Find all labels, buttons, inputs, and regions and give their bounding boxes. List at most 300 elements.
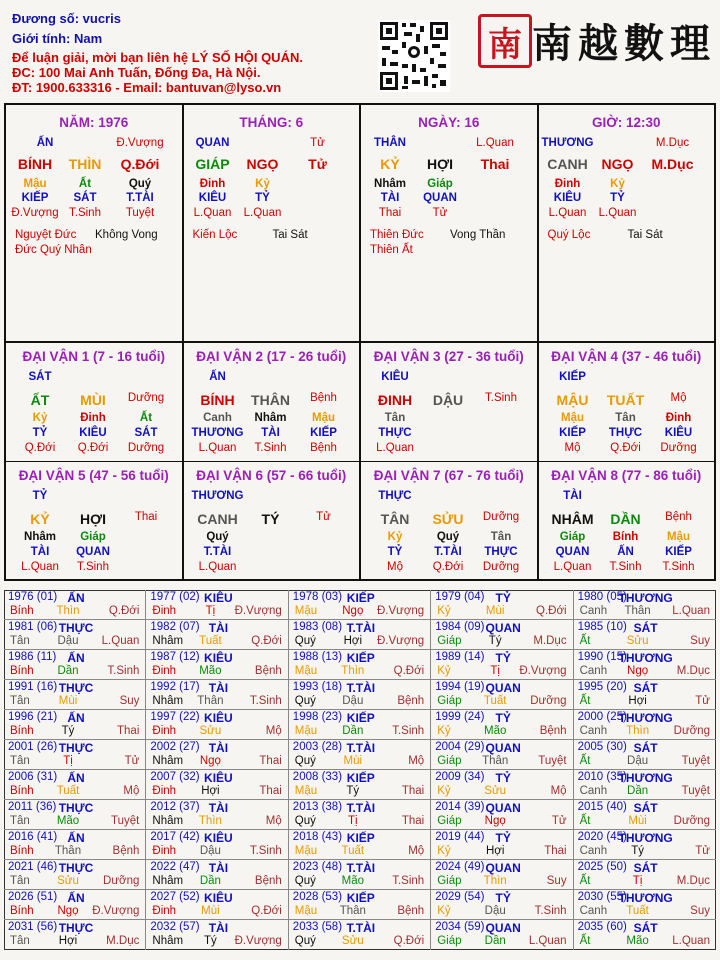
year-label: 2002 (27) <box>150 741 200 753</box>
year-stem: Ất <box>579 695 591 707</box>
hidden-state: Mộ <box>564 442 581 454</box>
year-label: 2005 (30) <box>577 741 627 753</box>
year-state: Đ.Vượng <box>234 605 282 617</box>
address-line: ĐC: 100 Mai Anh Tuấn, Đống Đa, Hà Nội. <box>12 65 261 80</box>
year-state: Dưỡng <box>103 875 140 887</box>
year-stem: Giáp <box>437 875 462 887</box>
year-label: 1982 (07) <box>150 621 200 633</box>
dai-van-god: TỶ <box>32 490 48 502</box>
pillar-title: NGÀY: 16 <box>418 115 480 130</box>
year-label: 1986 (11) <box>8 651 57 663</box>
year-label: 1995 (20) <box>577 681 627 693</box>
year-label: 1980 (05) <box>577 591 627 603</box>
dai-van-title: ĐẠI VẬN 2 (17 - 26 tuổi) <box>196 349 347 364</box>
hidden-god: KIÊU <box>664 427 693 439</box>
year-stem: Quý <box>294 755 316 767</box>
year-label: 2019 (44) <box>435 831 485 843</box>
dai-van-god: THỰC <box>378 490 412 502</box>
year-state: Tuyệt <box>111 815 140 827</box>
year-stem: Canh <box>579 845 608 857</box>
year-state: Mộ <box>550 785 567 797</box>
year-stem: Tân <box>10 695 30 707</box>
year-state: L.Quan <box>672 605 710 617</box>
year-branch: Sửu <box>57 875 79 887</box>
year-branch: Ngọ <box>627 665 649 677</box>
hidden-stem: Kỷ <box>32 412 48 424</box>
year-cell <box>574 590 716 620</box>
year-branch: Ngọ <box>484 815 506 827</box>
year-branch: Hợi <box>201 785 220 797</box>
dai-van-god: ẤN <box>209 371 226 383</box>
pillar-god: QUAN <box>195 137 230 149</box>
year-label: 1996 (21) <box>8 711 58 723</box>
year-cell <box>4 770 146 800</box>
year-god: QUAN <box>485 741 521 755</box>
year-stem: Tân <box>10 815 30 827</box>
year-label: 1985 (10) <box>577 621 627 633</box>
year-stem: Kỷ <box>437 845 451 857</box>
year-cell <box>431 650 573 680</box>
year-label: 2012 (37) <box>150 801 200 813</box>
pillar-stem-branch: M.Dục <box>651 156 694 172</box>
hidden-stem: Kỷ <box>255 178 270 190</box>
year-stem: Tân <box>10 755 30 767</box>
pillar-title: NĂM: 1976 <box>59 115 129 130</box>
year-cell <box>289 920 431 950</box>
hidden-state: L.Quan <box>548 207 587 219</box>
year-cell <box>146 710 288 740</box>
year-state: Mộ <box>408 755 425 767</box>
year-stem: Quý <box>294 815 316 827</box>
year-label: 1998 (23) <box>292 711 343 723</box>
hidden-state: L.Quan <box>198 442 237 454</box>
dai-van-title: ĐẠI VẬN 7 (67 - 76 tuổi) <box>373 468 524 483</box>
year-label: 1979 (04) <box>435 591 485 603</box>
year-label: 2000 (25) <box>577 711 627 723</box>
year-cell <box>4 890 146 920</box>
owner-name: Đương số: vucris <box>12 11 121 26</box>
hidden-state: Q.Đới <box>610 442 641 454</box>
year-branch: Thìn <box>341 665 365 677</box>
hidden-god: THỰC <box>484 546 518 558</box>
year-cell <box>574 890 716 920</box>
year-label: 1977 (02) <box>150 591 200 603</box>
hidden-god: TÀI <box>261 427 280 439</box>
year-stem: Canh <box>579 725 608 737</box>
hidden-stem: Ất <box>78 178 92 190</box>
year-label: 2017 (42) <box>150 831 200 843</box>
hidden-god: T.TÀI <box>434 546 462 558</box>
year-cell <box>146 890 288 920</box>
year-god: QUAN <box>485 861 521 875</box>
dai-van-state: T.Sinh <box>485 392 517 404</box>
year-branch: Mão <box>484 725 507 737</box>
year-god: KIÊU <box>204 771 233 785</box>
year-state: Đ.Vượng <box>519 665 567 677</box>
year-cell <box>4 680 146 710</box>
year-branch: Ngọ <box>199 755 221 767</box>
year-label: 1999 (24) <box>435 711 485 723</box>
year-god: T.TÀI <box>346 741 376 755</box>
year-god: KIÊU <box>204 591 233 605</box>
year-god: THỰC <box>58 861 94 875</box>
dai-van-god: KIẾP <box>559 371 586 383</box>
year-god: THỰC <box>58 921 94 935</box>
dai-van-branch: TUẤT <box>606 392 645 408</box>
hidden-state: Dưỡng <box>660 442 697 454</box>
hidden-god: T.TÀI <box>126 192 154 204</box>
year-cell <box>146 620 288 650</box>
year-cell <box>4 740 146 770</box>
year-state: L.Quan <box>101 635 140 647</box>
year-god: TỶ <box>495 711 511 725</box>
special-star: Vong Thần <box>450 229 506 241</box>
hidden-stem: Đinh <box>554 178 581 190</box>
year-label: 1989 (14) <box>435 651 485 663</box>
year-state: Dưỡng <box>530 695 567 707</box>
year-state: M.Dục <box>533 635 567 647</box>
year-stem: Mậu <box>294 665 318 677</box>
year-state: T.Sinh <box>392 725 425 737</box>
phone-email-line: ĐT: 1900.633316 - Email: bantuvan@lyso.vn <box>12 80 282 95</box>
year-stem: Ất <box>579 875 591 887</box>
year-god: T.TÀI <box>346 621 376 635</box>
hidden-state: T.Sinh <box>77 561 109 573</box>
qr-code-icon <box>378 20 450 92</box>
year-state: T.Sinh <box>249 845 282 857</box>
year-state: Tử <box>551 815 567 827</box>
year-cell <box>289 830 431 860</box>
hidden-god: KIÊU <box>553 192 582 204</box>
year-branch: Tuất <box>626 905 649 917</box>
year-state: Suy <box>546 875 567 887</box>
dai-van-god: KIÊU <box>381 371 409 383</box>
year-state: T.Sinh <box>249 695 282 707</box>
hidden-stem: Đinh <box>665 412 692 424</box>
dai-van-branch: MÙI <box>80 392 106 408</box>
year-cell <box>289 890 431 920</box>
year-stem: Giáp <box>437 935 462 947</box>
hidden-god: SÁT <box>134 427 158 439</box>
special-star: Đức Quý Nhân <box>15 244 92 256</box>
year-cell <box>4 860 146 890</box>
hidden-god: KIẾP <box>310 427 337 439</box>
year-state: L.Quan <box>672 935 710 947</box>
hidden-stem: Tân <box>490 531 512 543</box>
year-branch: Tuất <box>341 845 365 857</box>
year-state: Bệnh <box>254 665 282 677</box>
year-god: TỶ <box>495 651 511 665</box>
hidden-state: Bệnh <box>310 442 337 454</box>
hidden-state: L.Quan <box>243 207 282 219</box>
year-cell <box>289 860 431 890</box>
year-label: 2013 (38) <box>292 801 343 813</box>
year-cell <box>574 920 716 950</box>
year-god: ẤN <box>67 591 85 605</box>
year-state: Bệnh <box>254 875 282 887</box>
hidden-stem: Bính <box>612 531 639 543</box>
year-branch: Sửu <box>626 635 649 647</box>
year-label: 2030 (55) <box>577 891 627 903</box>
year-stem: Nhâm <box>152 815 184 827</box>
hidden-god: THỰC <box>608 427 643 439</box>
year-god: THƯƠNG <box>618 711 673 725</box>
year-state: Tử <box>124 755 140 767</box>
year-stem: Quý <box>294 695 316 707</box>
hidden-stem: Nhâm <box>254 412 287 424</box>
year-cell <box>431 890 573 920</box>
year-cell <box>574 620 716 650</box>
year-cell <box>4 830 146 860</box>
hidden-god: QUAN <box>76 546 110 558</box>
dai-van-stem: ẤT <box>30 392 50 408</box>
dai-van-god: THƯƠNG <box>191 490 244 502</box>
year-label: 2027 (52) <box>150 891 200 903</box>
year-god: KIẾP <box>346 651 375 665</box>
hidden-state: T.Sinh <box>254 442 287 454</box>
year-branch: Mão <box>199 665 222 677</box>
hidden-state: L.Quan <box>598 207 637 219</box>
hidden-state: Dưỡng <box>127 442 165 454</box>
year-branch: Hợi <box>628 695 647 707</box>
year-cell <box>289 680 431 710</box>
hidden-god: TÀI <box>380 192 400 204</box>
pillar-stem-branch: NGỌ <box>601 156 634 172</box>
dai-van-branch: HỢI <box>80 511 106 527</box>
pillar-stem-branch: NGỌ <box>246 156 279 172</box>
year-label: 2007 (32) <box>150 771 200 783</box>
year-god: KIẾP <box>346 831 375 845</box>
year-branch: Mùi <box>628 815 647 827</box>
hidden-stem: Mậu <box>561 412 584 424</box>
year-branch: Thân <box>482 755 509 767</box>
pillar-stem-branch: KỶ <box>380 156 400 172</box>
year-label: 2021 (46) <box>8 861 58 873</box>
hidden-god: KIẾP <box>665 546 692 558</box>
year-god: THƯƠNG <box>618 651 673 665</box>
year-branch: Dậu <box>57 635 79 647</box>
year-branch: Dần <box>484 935 506 947</box>
year-cell <box>4 800 146 830</box>
year-cell <box>146 740 288 770</box>
hidden-state: Tuyệt <box>125 207 155 219</box>
year-cell <box>574 800 716 830</box>
hidden-god: KIẾP <box>559 427 586 439</box>
dai-van-branch: SỬU <box>432 511 464 527</box>
year-branch: Tuất <box>199 635 222 647</box>
year-state: M.Dục <box>676 875 710 887</box>
header <box>0 0 720 100</box>
year-cell <box>146 830 288 860</box>
year-branch: Ngọ <box>57 905 79 917</box>
year-label: 2031 (56) <box>8 921 58 933</box>
hidden-god: THƯƠNG <box>191 427 244 439</box>
year-branch: Thân <box>54 845 82 857</box>
year-state: Bệnh <box>112 845 140 857</box>
year-label: 2015 (40) <box>577 801 627 813</box>
year-state: Đ.Vượng <box>234 935 282 947</box>
year-stem: Giáp <box>437 635 462 647</box>
year-label: 2033 (58) <box>292 921 343 933</box>
hidden-stem: Mậu <box>312 412 335 424</box>
year-god: KIẾP <box>346 591 375 605</box>
hidden-state: L.Quan <box>376 442 414 454</box>
hidden-state: L.Quan <box>198 561 237 573</box>
dai-van-stem: ĐINH <box>377 392 413 408</box>
year-label: 2018 (43) <box>292 831 343 843</box>
hidden-stem: Tân <box>384 412 406 424</box>
year-cell <box>4 920 146 950</box>
year-label: 2025 (50) <box>577 861 627 873</box>
year-branch: Hợi <box>485 845 505 857</box>
hidden-stem: Đinh <box>80 412 106 424</box>
dai-van-title: ĐẠI VẬN 3 (27 - 36 tuổi) <box>373 349 524 364</box>
year-god: ẤN <box>67 651 85 665</box>
hidden-stem: Quý <box>128 178 152 190</box>
pillar-god: THÂN <box>374 137 406 149</box>
year-branch: Thìn <box>626 725 650 737</box>
year-state: Q.Đới <box>108 605 140 617</box>
year-state: Q.Đới <box>251 635 282 647</box>
year-stem: Ất <box>579 935 591 947</box>
pillar-stem-branch: Tử <box>308 156 327 172</box>
year-state: M.Dục <box>676 665 710 677</box>
year-label: 1984 (09) <box>435 621 485 633</box>
year-stem: Nhâm <box>152 875 184 887</box>
year-branch: Dậu <box>627 755 649 767</box>
year-god: THỰC <box>58 681 94 695</box>
year-state: Đ.Vượng <box>92 905 140 917</box>
year-state: Thai <box>401 815 425 827</box>
year-label: 1983 (08) <box>292 621 343 633</box>
year-god: QUAN <box>485 921 521 935</box>
year-state: Mộ <box>265 815 282 827</box>
year-god: SÁT <box>633 801 658 815</box>
year-state: Dưỡng <box>673 815 710 827</box>
year-god: QUAN <box>485 621 521 635</box>
year-branch: Tý <box>631 845 644 857</box>
year-state: Tuyệt <box>681 785 710 797</box>
dai-van-stem: TÂN <box>380 511 410 527</box>
year-branch: Mùi <box>343 755 363 767</box>
year-state: Bệnh <box>397 695 425 707</box>
year-label: 2026 (51) <box>8 891 58 903</box>
year-god: THƯƠNG <box>618 771 673 785</box>
year-god: TỶ <box>495 771 511 785</box>
year-stem: Bính <box>10 665 34 677</box>
year-god: SÁT <box>633 741 658 755</box>
year-stem: Đinh <box>152 785 177 797</box>
year-god: THỰC <box>58 801 94 815</box>
year-cell <box>289 710 431 740</box>
year-branch: Tị <box>63 755 73 767</box>
pillar-stem-branch: HỢI <box>427 156 453 172</box>
year-god: ẤN <box>67 831 85 845</box>
year-branch: Tị <box>348 815 358 827</box>
year-stem: Kỷ <box>437 725 451 737</box>
year-god: KIẾP <box>346 891 375 905</box>
year-label: 2029 (54) <box>435 891 485 903</box>
year-stem: Mậu <box>294 605 318 617</box>
year-branch: Tý <box>346 785 360 797</box>
year-god: TÀI <box>208 741 229 755</box>
year-label: 1990 (15) <box>577 651 627 663</box>
year-cell <box>574 740 716 770</box>
year-cell <box>4 590 146 620</box>
pillar-god-state: M.Dục <box>655 137 690 149</box>
year-stem: Đinh <box>152 845 177 857</box>
dai-van-state: Bệnh <box>310 392 337 404</box>
year-state: Mộ <box>123 785 140 797</box>
year-branch: Thìn <box>483 875 507 887</box>
year-label: 2024 (49) <box>435 861 485 873</box>
hidden-state: Mộ <box>387 561 403 573</box>
special-star: Tai Sát <box>272 229 308 241</box>
year-stem: Ất <box>579 815 591 827</box>
year-stem: Tân <box>10 635 30 647</box>
year-state: Tử <box>695 845 710 857</box>
hidden-state: Thai <box>378 207 402 219</box>
year-god: ẤN <box>67 711 85 725</box>
year-label: 1976 (01) <box>8 591 58 603</box>
year-stem: Giáp <box>437 695 462 707</box>
year-stem: Giáp <box>437 815 462 827</box>
year-cell <box>431 920 573 950</box>
year-god: KIẾP <box>346 711 375 725</box>
year-label: 2035 (60) <box>577 921 627 933</box>
year-stem: Canh <box>579 785 608 797</box>
year-stem: Tân <box>10 935 30 947</box>
year-god: TỶ <box>495 831 511 845</box>
year-state: L.Quan <box>528 935 567 947</box>
year-stem: Nhâm <box>152 635 184 647</box>
dai-van-stem: KỶ <box>30 511 50 527</box>
year-label: 2034 (59) <box>435 921 485 933</box>
year-cell <box>146 650 288 680</box>
year-god: SÁT <box>633 921 658 935</box>
year-stem: Bính <box>10 905 34 917</box>
year-state: Thai <box>401 785 425 797</box>
year-label: 2016 (41) <box>8 831 58 843</box>
year-god: KIẾP <box>346 771 375 785</box>
dai-van-title: ĐẠI VẬN 5 (47 - 56 tuổi) <box>18 468 169 483</box>
dai-van-state: Bệnh <box>665 511 692 523</box>
hidden-state: Q.Đới <box>77 442 109 454</box>
year-branch: Mão <box>56 815 80 827</box>
year-label: 2014 (39) <box>435 801 485 813</box>
dai-van-title: ĐẠI VẬN 1 (7 - 16 tuổi) <box>22 349 166 364</box>
year-cell <box>574 860 716 890</box>
year-cell <box>574 650 716 680</box>
hidden-stem: Mậu <box>667 531 690 543</box>
year-stem: Tân <box>10 875 30 887</box>
year-cell <box>4 620 146 650</box>
year-stem: Nhâm <box>152 935 184 947</box>
dai-van-state: Tử <box>316 511 331 523</box>
year-stem: Bính <box>10 845 34 857</box>
year-branch: Dậu <box>484 905 506 917</box>
year-state: Tử <box>695 695 710 707</box>
hidden-stem: Nhâm <box>24 531 56 543</box>
year-god: T.TÀI <box>346 681 376 695</box>
hidden-state: Đ.Vượng <box>11 207 59 219</box>
year-cell <box>289 650 431 680</box>
year-god: TỶ <box>495 891 511 905</box>
year-stem: Quý <box>294 875 316 887</box>
year-cell <box>431 590 573 620</box>
year-state: Q.Đới <box>393 935 425 947</box>
year-branch: Dần <box>627 785 649 797</box>
